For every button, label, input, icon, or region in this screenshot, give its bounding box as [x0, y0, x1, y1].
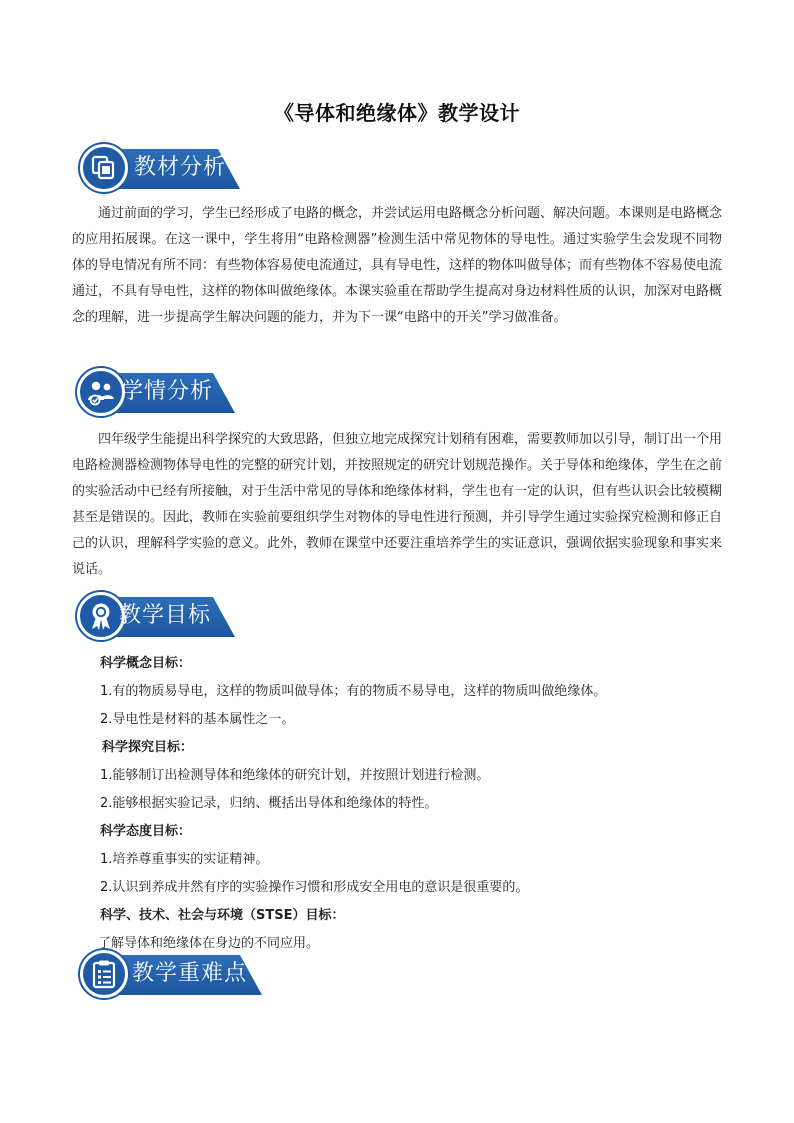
goal-heading-stse: 科学、技术、社会与环境（STSE）目标：	[100, 908, 345, 923]
goal-heading-science-concepts: 科学概念目标：	[100, 656, 192, 671]
goal-heading-science-attitude: 科学态度目标：	[100, 824, 192, 839]
section-heading: 教学重难点	[132, 961, 248, 986]
goal-item: 1.能够制订出检测导体和绝缘体的研究计划，并按照计划进行检测。	[100, 768, 490, 783]
section-paragraph-student-analysis: 四年级学生能提出科学探究的大致思路，但独立地完成探究计划稍有困难，需要教师加以引导，制订出一个用电路检测器检测物体导电性的完整的研究计划，并按照规定的研究计划规范操作。关于导体和绝缘体，学生在之前的实验活动中已经有所接触，对于生活中常见的导体和绝缘体材料，学生也有一定的认识，但有些认识会比较模糊甚至是错误的。因此，教师在实验前要组织学生对物体的导电性进行预测，并引导学生通过实验探究检测和修正自己的认识，理解科学实验的意义。此外，教师在课堂中还要注重培养学生的实证意识，强调依据实验现象和事实来说话。	[72, 432, 723, 577]
goal-heading-science-inquiry: 科学探究目标：	[102, 740, 194, 755]
documents-icon	[80, 144, 128, 192]
teaching-goals-list	[100, 650, 740, 958]
section-header-key-points	[80, 950, 262, 1002]
section-header-textbook-analysis	[80, 144, 240, 196]
section-header-student-analysis	[77, 368, 235, 420]
goal-item: 1.培养尊重事实的实证精神。	[100, 852, 269, 867]
section-heading: 教学目标	[119, 603, 212, 628]
goal-item: 2.能够根据实验记录，归纳、概括出导体和绝缘体的特性。	[100, 796, 438, 811]
goal-item: 了解导体和绝缘体在身边的不同应用。	[98, 936, 320, 951]
goal-item: 1.有的物质易导电，这样的物质叫做导体；有的物质不易导电，这样的物质叫做绝缘体。	[100, 684, 607, 699]
page-title: 《导体和绝缘体》教学设计	[274, 101, 520, 125]
award-ribbon-icon	[77, 592, 125, 640]
section-heading: 教材分析	[134, 155, 227, 180]
goal-item: 2.认识到养成井然有序的实验操作习惯和形成安全用电的意识是很重要的。	[100, 880, 529, 895]
section-heading: 学情分析	[121, 379, 214, 404]
goal-item: 2.导电性是材料的基本属性之一。	[100, 712, 295, 727]
section-header-teaching-goals	[77, 592, 235, 644]
users-icon	[77, 368, 125, 416]
clipboard-list-icon	[80, 950, 128, 998]
section-paragraph-textbook-analysis: 通过前面的学习，学生已经形成了电路的概念，并尝试运用电路概念分析问题、解决问题。本课则是电路概念的应用拓展课。在这一课中，学生将用“电路检测器”检测生活中常见物体的导电性。通过实验学生会发现不同物体的导电情况有所不同：有些物体容易使电流通过，具有导电性，这样的物体叫做导体；而有些物体不容易使电流通过，不具有导电性，这样的物体叫做绝缘体。本课实验重在帮助学生提高对身边材料性质的认识，加深对电路概念的理解，进一步提高学生解决问题的能力，并为下一课“电路中的开关”学习做准备。	[72, 206, 723, 325]
